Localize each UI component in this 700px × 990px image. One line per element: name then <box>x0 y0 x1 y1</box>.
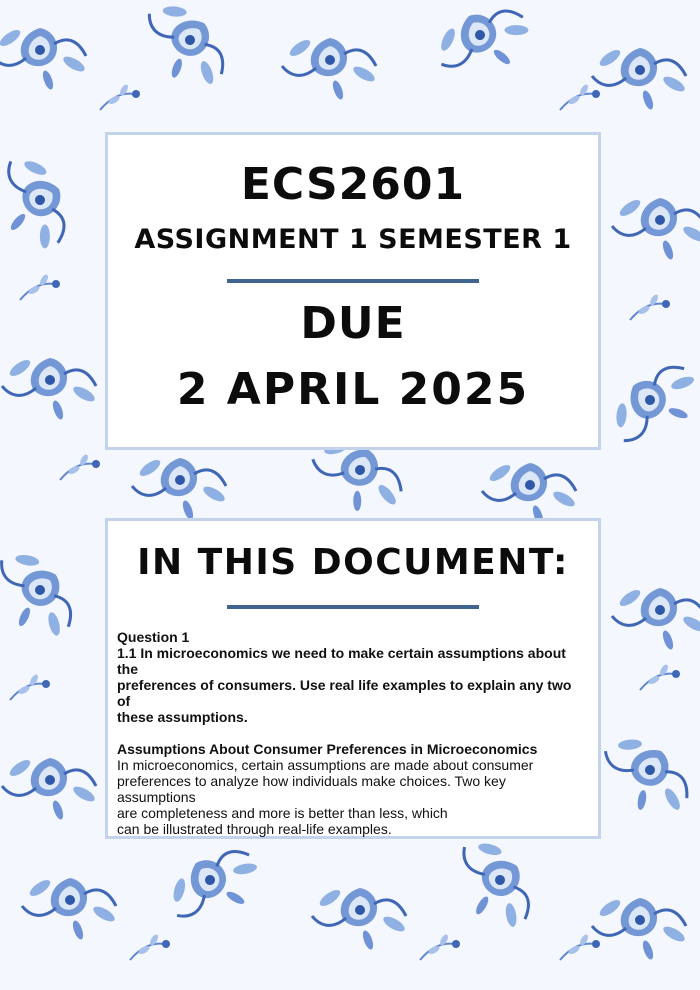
document-heading: IN THIS DOCUMENT: <box>137 542 569 583</box>
due-date: 2 APRIL 2025 <box>176 364 530 415</box>
paragraph-line: preferences to analyze how individuals make choices. Two key assumptions <box>117 773 506 805</box>
document-excerpt <box>108 629 598 837</box>
title-divider <box>227 279 479 283</box>
title-card <box>105 132 601 450</box>
due-label: DUE <box>300 298 406 349</box>
paragraph-line: are completeness and more is better than less, which <box>117 805 448 821</box>
paragraph-line: In microeconomics, certain assumptions are made about consumer <box>117 757 534 773</box>
content-card <box>105 518 601 839</box>
paragraph-gap <box>117 725 588 741</box>
heading-divider <box>227 605 479 609</box>
course-code: ECS2601 <box>240 159 466 210</box>
section-heading: Assumptions About Consumer Preferences in Microeconomics <box>117 741 538 757</box>
question-text-line: 1.1 In microeconomics we need to make certain assumptions about the <box>117 645 566 677</box>
paragraph-line: can be illustrated through real-life examples. <box>117 821 392 837</box>
question-label: Question 1 <box>117 629 190 645</box>
assignment-label: ASSIGNMENT 1 SEMESTER 1 <box>134 224 572 255</box>
question-text-line: these assumptions. <box>117 709 248 725</box>
question-text-line: preferences of consumers. Use real life examples to explain any two of <box>117 677 572 709</box>
